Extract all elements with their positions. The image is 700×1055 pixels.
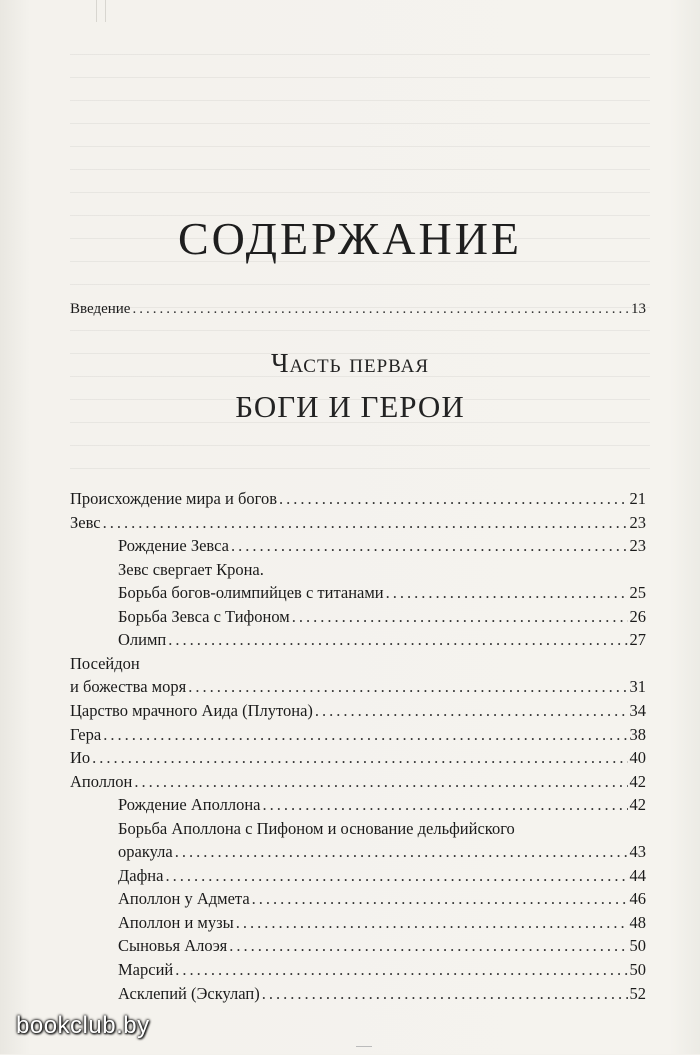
toc-leader-dots [292,606,628,628]
toc-entry [118,935,646,957]
toc-entry-label: Введение [70,301,131,317]
toc-entry-label: Олимп [118,630,167,650]
toc-entry-label: Посейдон [70,653,140,673]
toc-leader-dots [175,841,628,863]
toc-entry-label: Аполлон и музы [118,912,234,932]
toc-leader-dots [315,700,628,722]
toc-entry-label: Борьба Зевса с Тифоном [118,606,290,626]
toc-entry-label: Зевс свергает Крона. [118,559,264,579]
toc-entry-page: 50 [629,936,646,956]
toc-entry-label: Аполлон [70,771,133,791]
toc-entry [70,771,646,793]
site-watermark: bookclub.by [16,1012,150,1039]
toc-entry-label: Борьба богов-олимпийцев с титанами [118,583,384,603]
toc-leader-dots [236,912,628,934]
toc-entry-label: Аполлон у Адмета [118,889,250,909]
toc-entry-label: Асклепий (Эскулап) [118,983,260,1003]
toc-entry [70,676,646,698]
toc-entry [118,983,646,1005]
toc-leader-dots [386,582,628,604]
toc-entry [118,888,646,910]
toc-entry-page: 43 [629,842,646,862]
toc-entry [70,488,646,510]
toc-leader-dots [175,959,627,981]
toc-entry-label: Зевс [70,512,101,532]
toc-leader-dots [262,794,627,816]
toc-entry-page: 13 [631,301,646,317]
toc-entry-page: 50 [629,960,646,979]
toc-entry [70,724,646,746]
toc-entry [118,606,646,628]
toc-leader-dots [262,983,628,1005]
toc-leader-dots [168,629,627,651]
page-edge-mark [96,0,106,22]
toc-entry-page: 23 [629,536,646,556]
part-title: БОГИ И ГЕРОИ [235,389,465,424]
toc-entry [118,535,646,557]
toc-entry [118,865,646,887]
toc-leader-dots [103,512,628,534]
toc-entry [118,794,646,816]
page-title: СОДЕРЖАНИЕ [177,213,523,264]
toc-entry-label: Гера [70,724,102,744]
toc-leader-dots [92,747,627,769]
toc-leader-dots [165,865,627,887]
toc-entry-page: 48 [629,912,646,932]
toc-entry [118,912,646,934]
toc-leader-dots [132,298,629,320]
part-subtitle: Часть первая [270,348,430,378]
toc-entry-page: 42 [629,795,646,815]
toc-entry-label: Сыновья Алоэя [118,936,228,956]
toc-entry-label: и божества моря [70,677,187,697]
toc-entry [118,582,646,604]
toc-entry-intro [70,298,646,320]
toc-entry-page: 21 [629,489,646,508]
toc-entry [70,512,646,534]
toc-entry-page: 27 [629,630,646,650]
toc-entry [70,747,646,769]
toc-entry [118,629,646,651]
toc-entry-page: 25 [629,583,646,603]
toc-entry [118,559,646,581]
toc-leader-dots [252,888,628,910]
toc-leader-dots [188,676,627,698]
toc-entry [118,959,646,981]
toc-entry-page: 38 [629,724,646,744]
toc-entry-page: 26 [629,606,646,626]
toc-entry-label: Борьба Аполлона с Пифоном и основание дельфийского [118,818,515,838]
toc-entry-label: Ио [70,748,91,768]
toc-leader-dots [279,488,627,510]
toc-entry-label: Царство мрачного Аида (Плутона) [70,700,313,720]
toc-entry-page: 46 [629,889,646,909]
toc-entry-page: 44 [629,865,646,885]
toc-leader-dots [231,535,628,557]
toc-entry-page: 40 [629,748,646,768]
toc-entry-page: 31 [629,677,646,697]
toc-entry [118,818,646,840]
toc-entry-page: 52 [629,983,646,1003]
toc-entry-label: Марсий [118,960,174,979]
toc-leader-dots [103,724,627,746]
toc-entry [70,653,646,675]
toc-leader-dots [229,935,627,957]
toc-entry [118,841,646,863]
toc-entry-label: Происхождение мира и богов [70,489,278,508]
toc-entry [70,700,646,722]
toc-entry-label: Рождение Зевса [118,536,229,556]
toc-entry-label: оракула [118,842,173,862]
toc-entry-label: Рождение Аполлона [118,795,261,815]
toc-entry-page: 42 [629,771,646,791]
toc-entry-page: 23 [629,512,646,532]
toc-leader-dots [134,771,627,793]
toc-entry-page: 34 [629,700,646,720]
toc-entry-label: Дафна [118,865,164,885]
